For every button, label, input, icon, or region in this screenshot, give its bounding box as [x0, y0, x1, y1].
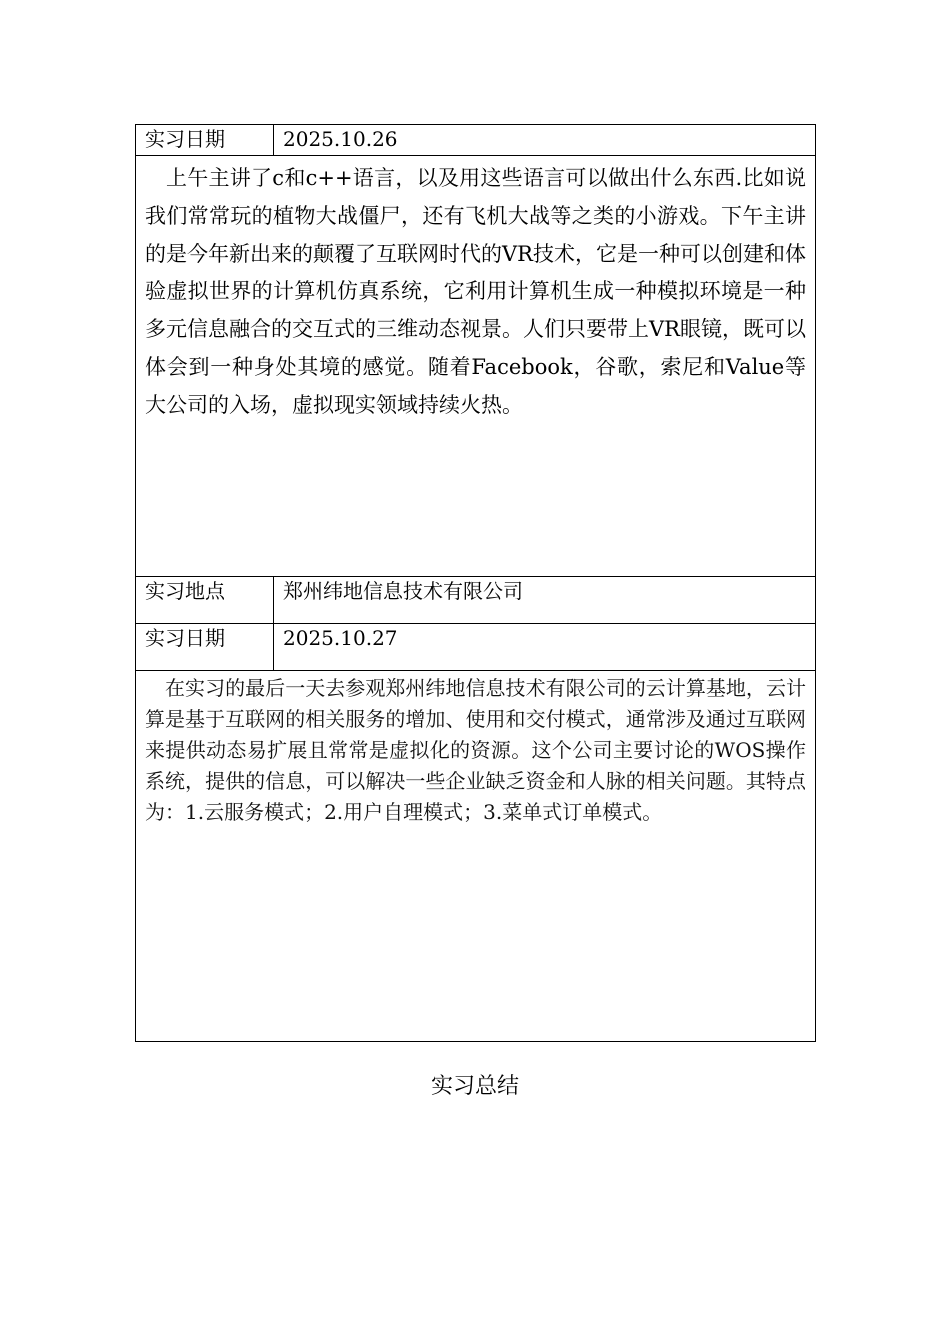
date-value-cell	[274, 624, 816, 671]
location-row	[136, 577, 816, 624]
content-row-1	[136, 156, 816, 577]
date-label: 实习日期	[145, 626, 225, 650]
location-label-cell	[136, 577, 274, 624]
date-label-cell	[136, 624, 274, 671]
date-label-cell	[136, 125, 274, 156]
location-value-cell	[274, 577, 816, 624]
date-label: 实习日期	[145, 127, 225, 151]
content-cell	[136, 156, 816, 577]
internship-log-table	[135, 124, 816, 1042]
content-row-2	[136, 671, 816, 1042]
date-row-1	[136, 125, 816, 156]
location-value: 郑州纬地信息技术有限公司	[283, 579, 523, 603]
date-value-cell	[274, 125, 816, 156]
location-label: 实习地点	[145, 579, 225, 603]
date-value: 2025.10.26	[283, 127, 398, 151]
day-content-text: 在实习的最后一天去参观郑州纬地信息技术有限公司的云计算基地，云计算是基于互联网的相关服务的增加、使用和交付模式，通常涉及通过互联网来提供动态易扩展且常常是虚拟化的资源。这个公司主要讨论的WOS操作系统，提供的信息，可以解决一些企业缺乏资金和人脉的相关问题。其特点为：1.云服务模式；2.用户自理模式；3.菜单式订单模式。	[145, 676, 806, 824]
day-content-text: 上午主讲了c和c++语言，以及用这些语言可以做出什么东西.比如说我们常常玩的植物大战僵尸，还有飞机大战等之类的小游戏。下午主讲的是今年新出来的颠覆了互联网时代的VR技术，它是一种可以创建和体验虚拟世界的计算机仿真系统，它利用计算机生成一种模拟环境是一种多元信息融合的交互式的三维动态视景。人们只要带上VR眼镜，既可以体会到一种身处其境的感觉。随着Facebook，谷歌，索尼和Value等大公司的入场，虚拟现实领域持续火热。	[145, 166, 806, 417]
content-cell	[136, 671, 816, 1042]
date-row-2	[136, 624, 816, 671]
summary-heading: 实习总结	[430, 1074, 519, 1099]
date-value: 2025.10.27	[283, 626, 398, 650]
